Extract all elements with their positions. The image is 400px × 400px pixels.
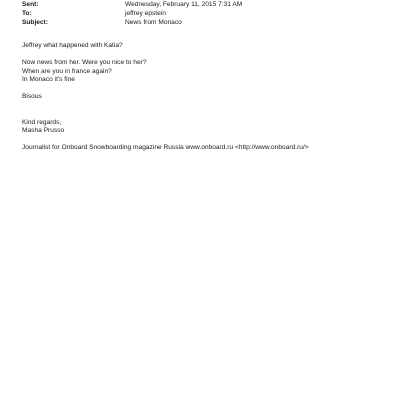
to-label: To: [22, 10, 32, 17]
body-line: In Monaco it's fine [22, 76, 75, 83]
body-line: When are you in france again? [22, 67, 112, 75]
sent-value: Wednesday, February 11, 2015 7:31 AM [125, 1, 243, 8]
to-row [22, 9, 382, 18]
body-line: Bisous [22, 93, 42, 100]
signature-name: Masha Prusso [22, 127, 65, 134]
body-line: Now news from her. Were you nice to her? [22, 59, 147, 66]
subject-label: Subject: [22, 19, 49, 26]
email-body [22, 42, 392, 153]
body-line: Jeffrey what happened with Katia? [22, 42, 123, 49]
sent-row [22, 0, 382, 9]
subject-value: News from Monaco [125, 19, 182, 26]
subject-row [22, 18, 382, 27]
signature-title: Journalist for Onboard Snowboarding magazine Russia www.onboard.ru <http://www.onboard.ru/> [22, 144, 309, 151]
to-value: jeffrey epstein [125, 10, 166, 17]
email-header [22, 0, 382, 27]
signature-closing: Kind regards, [22, 118, 62, 126]
sent-label: Sent: [22, 1, 39, 8]
